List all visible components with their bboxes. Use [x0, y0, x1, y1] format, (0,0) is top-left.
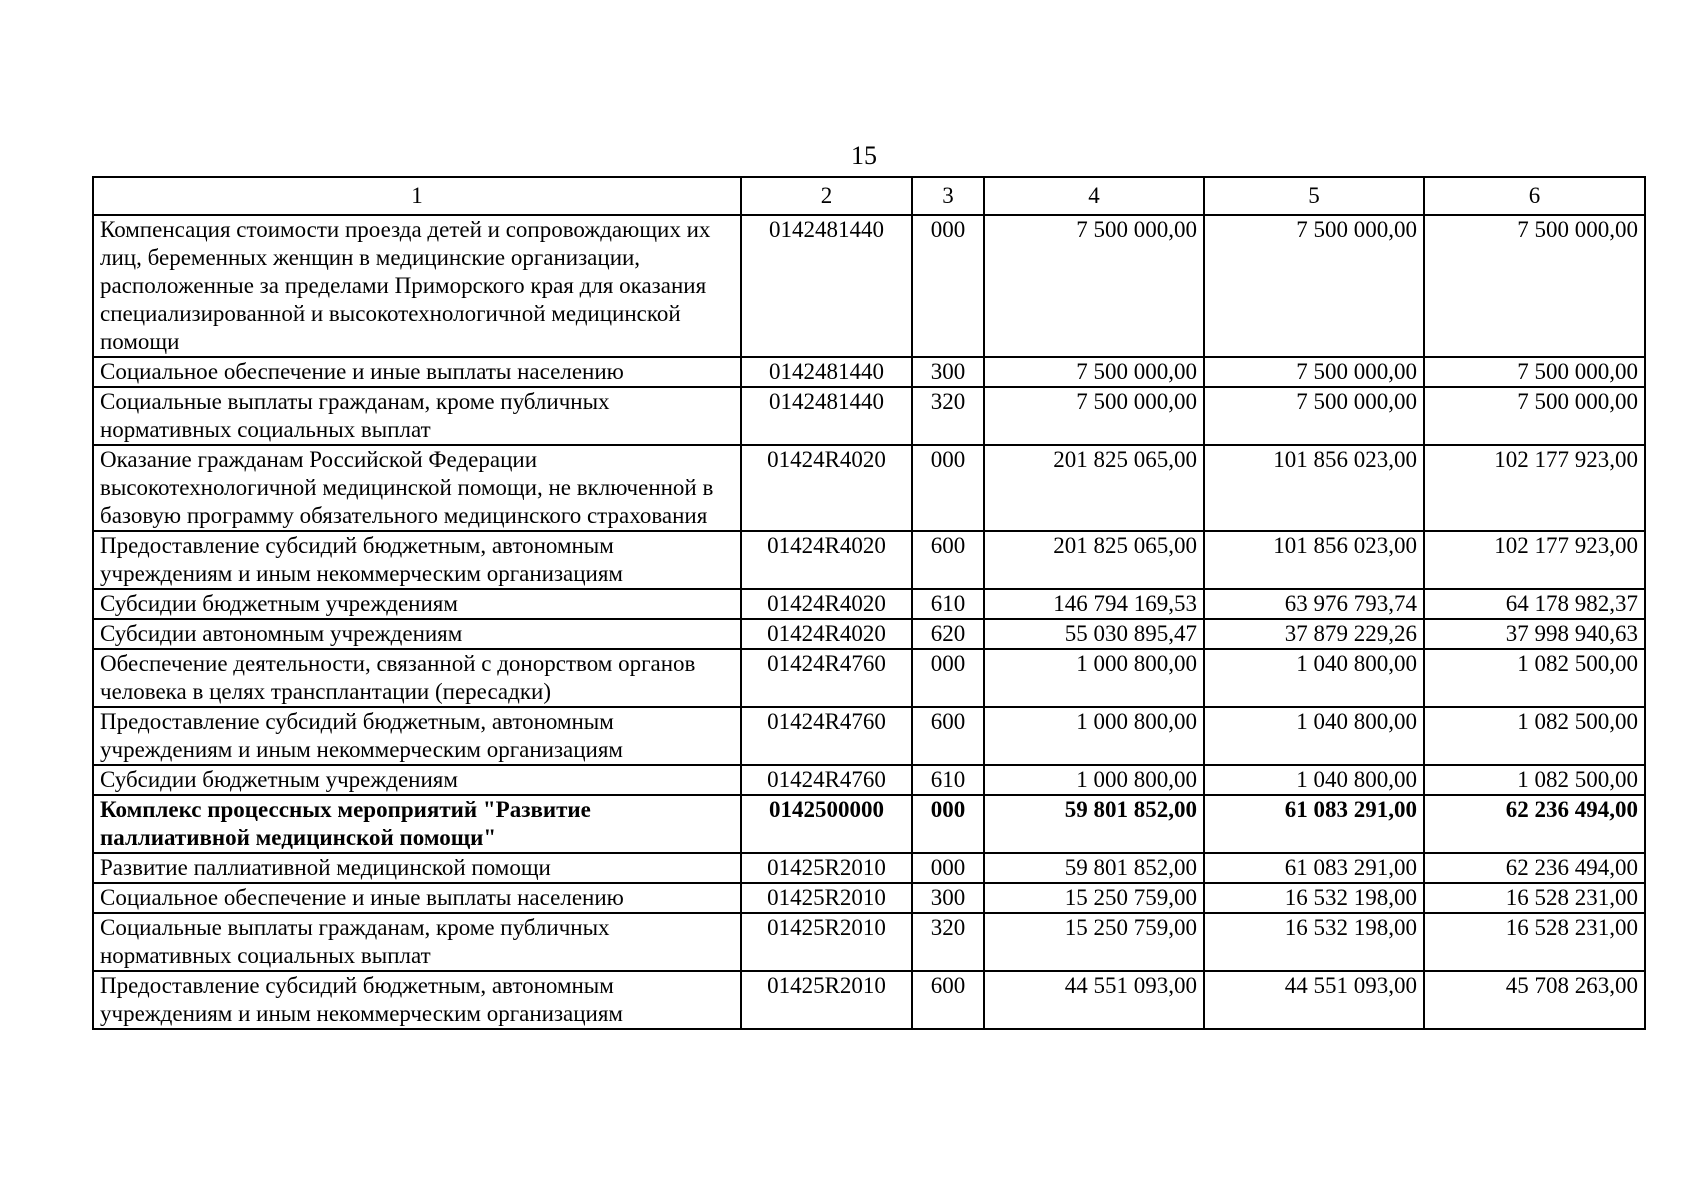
amount-col5: 16 532 198,00 [1204, 913, 1424, 971]
column-header: 6 [1424, 177, 1645, 215]
expense-type: 320 [912, 913, 984, 971]
amount-col5: 16 532 198,00 [1204, 883, 1424, 913]
amount-col4: 1 000 800,00 [984, 649, 1204, 707]
amount-col6: 102 177 923,00 [1424, 531, 1645, 589]
table-row [93, 795, 1645, 853]
table-row [93, 883, 1645, 913]
table-row [93, 619, 1645, 649]
item-code: 01424R4760 [741, 707, 912, 765]
amount-col6: 45 708 263,00 [1424, 971, 1645, 1029]
expense-type: 620 [912, 619, 984, 649]
item-name: Социальные выплаты гражданам, кроме публичных нормативных социальных выплат [93, 387, 741, 445]
table-row [93, 445, 1645, 531]
table-row [93, 387, 1645, 445]
column-header: 2 [741, 177, 912, 215]
item-name: Предоставление субсидий бюджетным, автономным учреждениям и иным некоммерческим организациям [93, 707, 741, 765]
amount-col5: 1 040 800,00 [1204, 765, 1424, 795]
expense-type: 000 [912, 853, 984, 883]
amount-col6: 62 236 494,00 [1424, 853, 1645, 883]
item-code: 01424R4760 [741, 649, 912, 707]
expense-type: 610 [912, 589, 984, 619]
expense-type: 600 [912, 971, 984, 1029]
amount-col5: 63 976 793,74 [1204, 589, 1424, 619]
table-row [93, 357, 1645, 387]
column-header: 1 [93, 177, 741, 215]
expense-type: 600 [912, 531, 984, 589]
amount-col6: 1 082 500,00 [1424, 649, 1645, 707]
amount-col4: 7 500 000,00 [984, 387, 1204, 445]
amount-col4: 201 825 065,00 [984, 531, 1204, 589]
amount-col6: 16 528 231,00 [1424, 913, 1645, 971]
expense-type: 000 [912, 445, 984, 531]
amount-col4: 59 801 852,00 [984, 795, 1204, 853]
item-name: Социальные выплаты гражданам, кроме публичных нормативных социальных выплат [93, 913, 741, 971]
expense-type: 000 [912, 649, 984, 707]
item-name: Предоставление субсидий бюджетным, автономным учреждениям и иным некоммерческим организациям [93, 971, 741, 1029]
amount-col6: 64 178 982,37 [1424, 589, 1645, 619]
item-code: 01424R4020 [741, 619, 912, 649]
amount-col5: 44 551 093,00 [1204, 971, 1424, 1029]
expense-type: 300 [912, 883, 984, 913]
expense-type: 610 [912, 765, 984, 795]
amount-col6: 7 500 000,00 [1424, 215, 1645, 357]
item-code: 01424R4020 [741, 531, 912, 589]
column-header: 4 [984, 177, 1204, 215]
budget-table [92, 176, 1646, 1030]
amount-col6: 102 177 923,00 [1424, 445, 1645, 531]
amount-col4: 7 500 000,00 [984, 215, 1204, 357]
amount-col4: 44 551 093,00 [984, 971, 1204, 1029]
expense-type: 000 [912, 795, 984, 853]
table-row [93, 853, 1645, 883]
amount-col6: 62 236 494,00 [1424, 795, 1645, 853]
item-code: 0142481440 [741, 387, 912, 445]
item-code: 01424R4020 [741, 589, 912, 619]
item-code: 01425R2010 [741, 913, 912, 971]
amount-col4: 15 250 759,00 [984, 913, 1204, 971]
amount-col5: 7 500 000,00 [1204, 215, 1424, 357]
table-row [93, 215, 1645, 357]
amount-col5: 37 879 229,26 [1204, 619, 1424, 649]
amount-col4: 1 000 800,00 [984, 707, 1204, 765]
item-name: Субсидии бюджетным учреждениям [93, 765, 741, 795]
item-name: Субсидии бюджетным учреждениям [93, 589, 741, 619]
amount-col4: 59 801 852,00 [984, 853, 1204, 883]
item-code: 0142481440 [741, 357, 912, 387]
amount-col4: 201 825 065,00 [984, 445, 1204, 531]
amount-col6: 16 528 231,00 [1424, 883, 1645, 913]
item-code: 01424R4760 [741, 765, 912, 795]
amount-col5: 101 856 023,00 [1204, 445, 1424, 531]
amount-col6: 7 500 000,00 [1424, 357, 1645, 387]
expense-type: 000 [912, 215, 984, 357]
amount-col4: 55 030 895,47 [984, 619, 1204, 649]
table-row [93, 649, 1645, 707]
table-row [93, 707, 1645, 765]
table-row [93, 765, 1645, 795]
amount-col5: 7 500 000,00 [1204, 357, 1424, 387]
expense-type: 320 [912, 387, 984, 445]
column-header: 3 [912, 177, 984, 215]
page-number: 15 [851, 141, 877, 170]
table-row [93, 531, 1645, 589]
item-name: Социальное обеспечение и иные выплаты населению [93, 357, 741, 387]
table-header [93, 177, 1645, 215]
amount-col4: 1 000 800,00 [984, 765, 1204, 795]
amount-col5: 61 083 291,00 [1204, 795, 1424, 853]
amount-col5: 7 500 000,00 [1204, 387, 1424, 445]
amount-col6: 37 998 940,63 [1424, 619, 1645, 649]
item-name: Развитие паллиативной медицинской помощи [93, 853, 741, 883]
item-name: Предоставление субсидий бюджетным, автономным учреждениям и иным некоммерческим организациям [93, 531, 741, 589]
amount-col4: 15 250 759,00 [984, 883, 1204, 913]
item-code: 0142481440 [741, 215, 912, 357]
expense-type: 600 [912, 707, 984, 765]
table-row [93, 589, 1645, 619]
table-row [93, 913, 1645, 971]
amount-col6: 1 082 500,00 [1424, 707, 1645, 765]
table-body [93, 215, 1645, 1029]
amount-col5: 1 040 800,00 [1204, 649, 1424, 707]
amount-col5: 1 040 800,00 [1204, 707, 1424, 765]
amount-col4: 7 500 000,00 [984, 357, 1204, 387]
item-code: 01424R4020 [741, 445, 912, 531]
item-name: Субсидии автономным учреждениям [93, 619, 741, 649]
amount-col6: 1 082 500,00 [1424, 765, 1645, 795]
amount-col4: 146 794 169,53 [984, 589, 1204, 619]
item-code: 01425R2010 [741, 883, 912, 913]
amount-col6: 7 500 000,00 [1424, 387, 1645, 445]
item-code: 01425R2010 [741, 971, 912, 1029]
item-name: Социальное обеспечение и иные выплаты населению [93, 883, 741, 913]
item-code: 01425R2010 [741, 853, 912, 883]
column-header: 5 [1204, 177, 1424, 215]
expense-type: 300 [912, 357, 984, 387]
item-name: Компенсация стоимости проезда детей и сопровождающих их лиц, беременных женщин в медицинские организации, расположенные за пределами Приморского края для оказания специализированной и высокотехнологичной медицинской помощи [93, 215, 741, 357]
item-name: Обеспечение деятельности, связанной с донорством органов человека в целях трансплантации (пересадки) [93, 649, 741, 707]
item-code: 0142500000 [741, 795, 912, 853]
item-name: Оказание гражданам Российской Федерации высокотехнологичной медицинской помощи, не включенной в базовую программу обязательного медицинского страхования [93, 445, 741, 531]
table-row [93, 971, 1645, 1029]
amount-col5: 61 083 291,00 [1204, 853, 1424, 883]
item-name: Комплекс процессных мероприятий "Развитие паллиативной медицинской помощи" [93, 795, 741, 853]
amount-col5: 101 856 023,00 [1204, 531, 1424, 589]
